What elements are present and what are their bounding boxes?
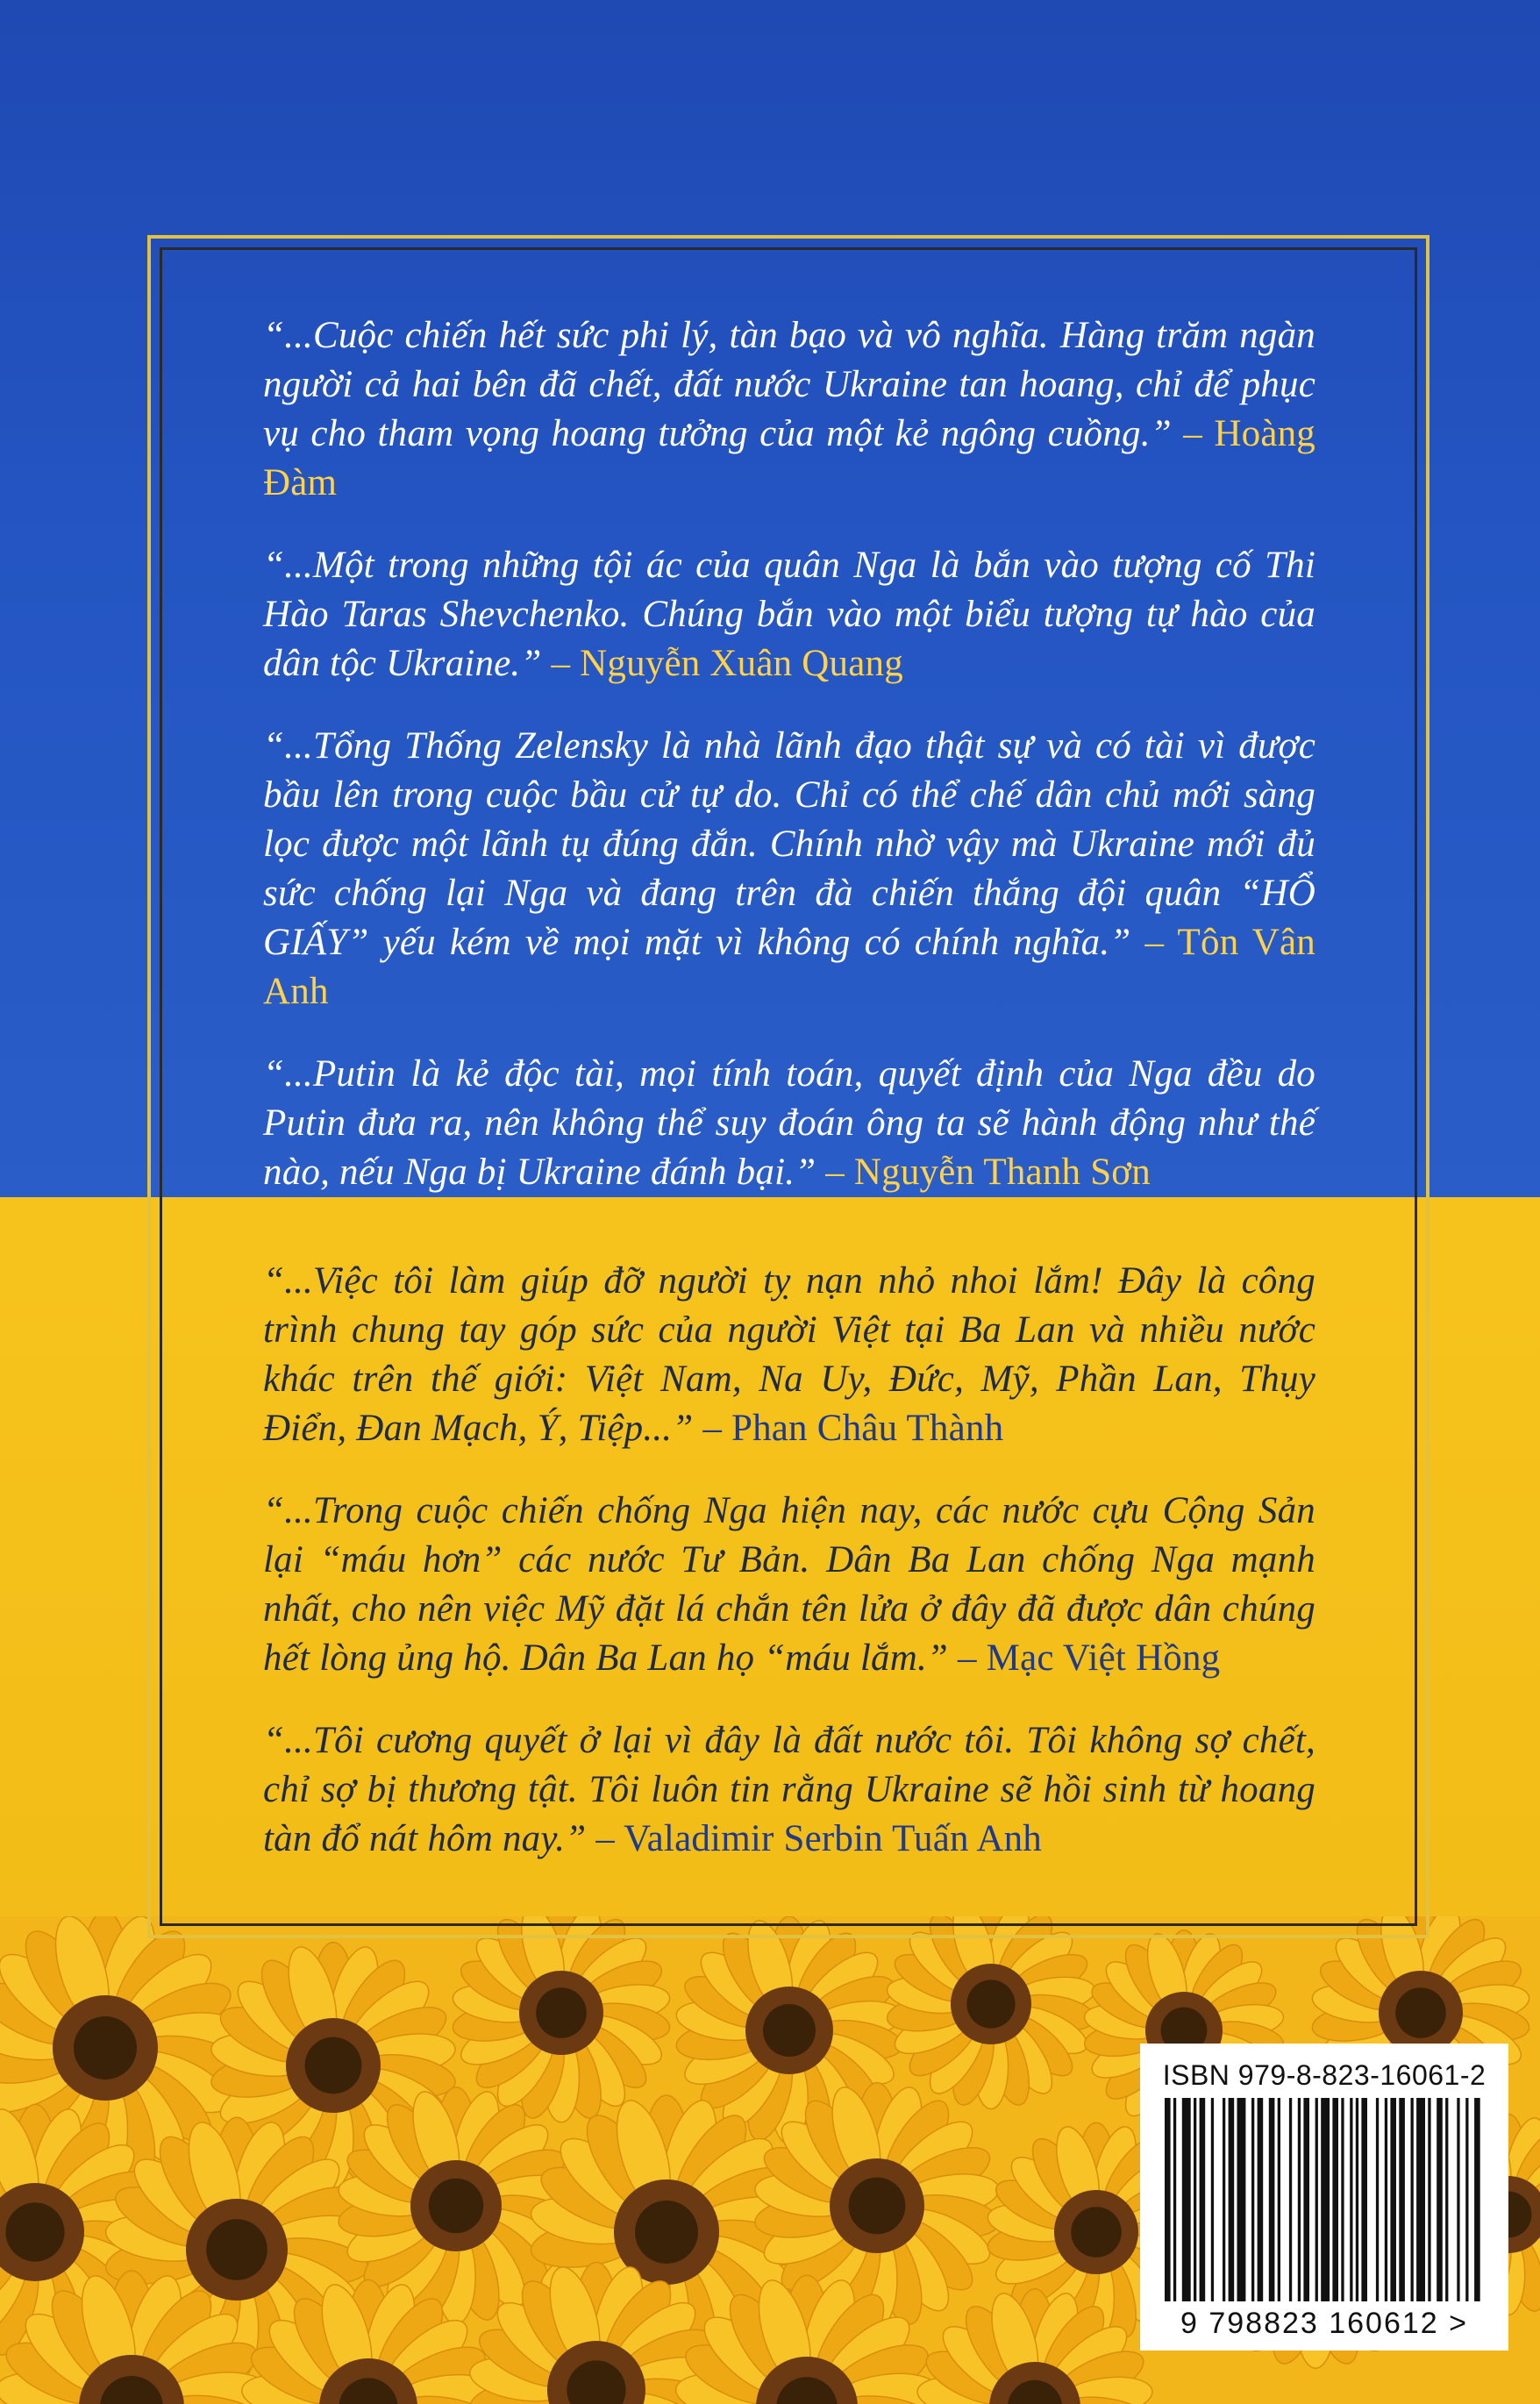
barcode-bar: [1278, 2098, 1280, 2301]
isbn-label: ISBN 979-8-823-16061-2: [1162, 2059, 1487, 2091]
quote-author: – Phan Châu Thành: [702, 1408, 1004, 1449]
quote-author: – Tôn Vân Anh: [263, 922, 1315, 1012]
quote-list: [263, 311, 1315, 1897]
quote-6: [263, 1487, 1315, 1683]
barcode-bar: [1390, 2098, 1396, 2301]
barcode-bars: [1161, 2098, 1487, 2301]
barcode-bar: [1350, 2098, 1352, 2301]
barcode-bar: [1237, 2098, 1246, 2301]
barcode-bar: [1303, 2098, 1309, 2301]
quote-7: [263, 1716, 1315, 1864]
barcode-bar: [1289, 2098, 1292, 2301]
barcode-bar: [1182, 2098, 1191, 2301]
barcode-bar: [1332, 2098, 1338, 2301]
isbn-barcode: [1140, 2044, 1508, 2350]
barcode-bar: [1211, 2098, 1214, 2301]
barcode-bar: [1437, 2098, 1443, 2301]
barcode-bar: [1258, 2098, 1264, 2301]
barcode-bar: [1416, 2098, 1425, 2301]
quote-5: [263, 1257, 1315, 1453]
barcode-bar: [1173, 2098, 1176, 2301]
barcode-bar: [1465, 2098, 1468, 2301]
quote-2: [263, 541, 1315, 688]
barcode-bar: [1165, 2098, 1171, 2301]
barcode-bar: [1445, 2098, 1448, 2301]
quote-4: [263, 1050, 1315, 1197]
barcode-bar: [1399, 2098, 1405, 2301]
barcode-bar: [1361, 2098, 1367, 2301]
barcode-bar: [1229, 2098, 1235, 2301]
barcode-bar: [1194, 2098, 1196, 2301]
barcode-digits: 9 798823 160612 >: [1180, 2307, 1468, 2340]
barcode-bar: [1341, 2098, 1344, 2301]
quote-author: – Nguyễn Thanh Sơn: [825, 1152, 1151, 1193]
barcode-bar: [1474, 2098, 1480, 2301]
barcode-bar: [1457, 2098, 1459, 2301]
barcode-bar: [1356, 2098, 1358, 2301]
quote-text: “...Tổng Thống Zelensky là nhà lãnh đạo thật sự và có tài vì được bầu lên trong cuộc bầu cử tự do. Chỉ có thể chế dân chủ mới sàng lọc được một lãnh tụ đúng đắn. Chính nhờ vậy mà Ukraine mới đủ sức chống lại Nga và đang trên đà chiến thắng đội quân “HỔ GIẤY” yếu kém về mọi mặt vì không có chính nghĩa.”: [263, 725, 1315, 963]
quote-text: “...Cuộc chiến hết sức phi lý, tàn bạo và vô nghĩa. Hàng trăm ngàn người cả hai bên đã chết, đất nước Ukraine tan hoang, chỉ để phục vụ cho tham vọng hoang tưởng của một kẻ ngông cuồng.”: [263, 315, 1315, 454]
barcode-bar: [1385, 2098, 1387, 2301]
barcode-bar: [1321, 2098, 1330, 2301]
barcode-bar: [1376, 2098, 1379, 2301]
barcode-bar: [1428, 2098, 1430, 2301]
quote-text: “...Tôi cương quyết ở lại vì đây là đất nước tôi. Tôi không sợ chết, chỉ sợ bị thương tật. Tôi luôn tin rằng Ukraine sẽ hồi sinh từ hoang tàn đổ nát hôm nay.”: [263, 1720, 1315, 1859]
quote-1: [263, 311, 1315, 508]
quote-text: “...Trong cuộc chiến chống Nga hiện nay, các nước cựu Cộng Sản lại “máu hơn” các nước Tư Bản. Dân Ba Lan chống Nga mạnh nhất, cho nên việc Mỹ đặt lá chắn tên lửa ở đây đã được dân chúng hết lòng ủng hộ. Dân Ba Lan họ “máu lắm.”: [263, 1490, 1315, 1679]
quote-author: – Nguyễn Xuân Quang: [551, 643, 903, 684]
quote-text: “...Putin là kẻ độc tài, mọi tính toán, quyết định của Nga đều do Putin đưa ra, nên không thể suy đoán ông ta sẽ hành động như thế nào, nếu Nga bị Ukraine đánh bại.”: [263, 1053, 1315, 1193]
barcode-bar: [1411, 2098, 1414, 2301]
barcode-bar: [1223, 2098, 1225, 2301]
quote-3: [263, 722, 1315, 1017]
quote-text: “...Việc tôi làm giúp đỡ người tỵ nạn nhỏ nhoi lắm! Đây là công trình chung tay góp sức của người Việt tại Ba Lan và nhiều nước khác trên thế giới: Việt Nam, Na Uy, Đức, Mỹ, Phần Lan, Thụy Điển, Đan Mạch, Ý, Tiệp...”: [263, 1260, 1315, 1449]
barcode-bar: [1315, 2098, 1318, 2301]
quote-author: – Mạc Việt Hồng: [958, 1637, 1221, 1679]
barcode-bar: [1251, 2098, 1254, 2301]
quote-text: “...Một trong những tội ác của quân Nga là bắn vào tượng cố Thi Hào Taras Shevchenko. Chúng bắn vào một biểu tượng tự hào của dân tộc Ukraine.”: [263, 545, 1315, 684]
barcode-bar: [1200, 2098, 1206, 2301]
barcode-bar: [1269, 2098, 1275, 2301]
quote-author: – Hoàng Đàm: [263, 413, 1315, 503]
quote-author: – Valadimir Serbin Tuấn Anh: [595, 1818, 1042, 1859]
barcode-bar: [1298, 2098, 1301, 2301]
